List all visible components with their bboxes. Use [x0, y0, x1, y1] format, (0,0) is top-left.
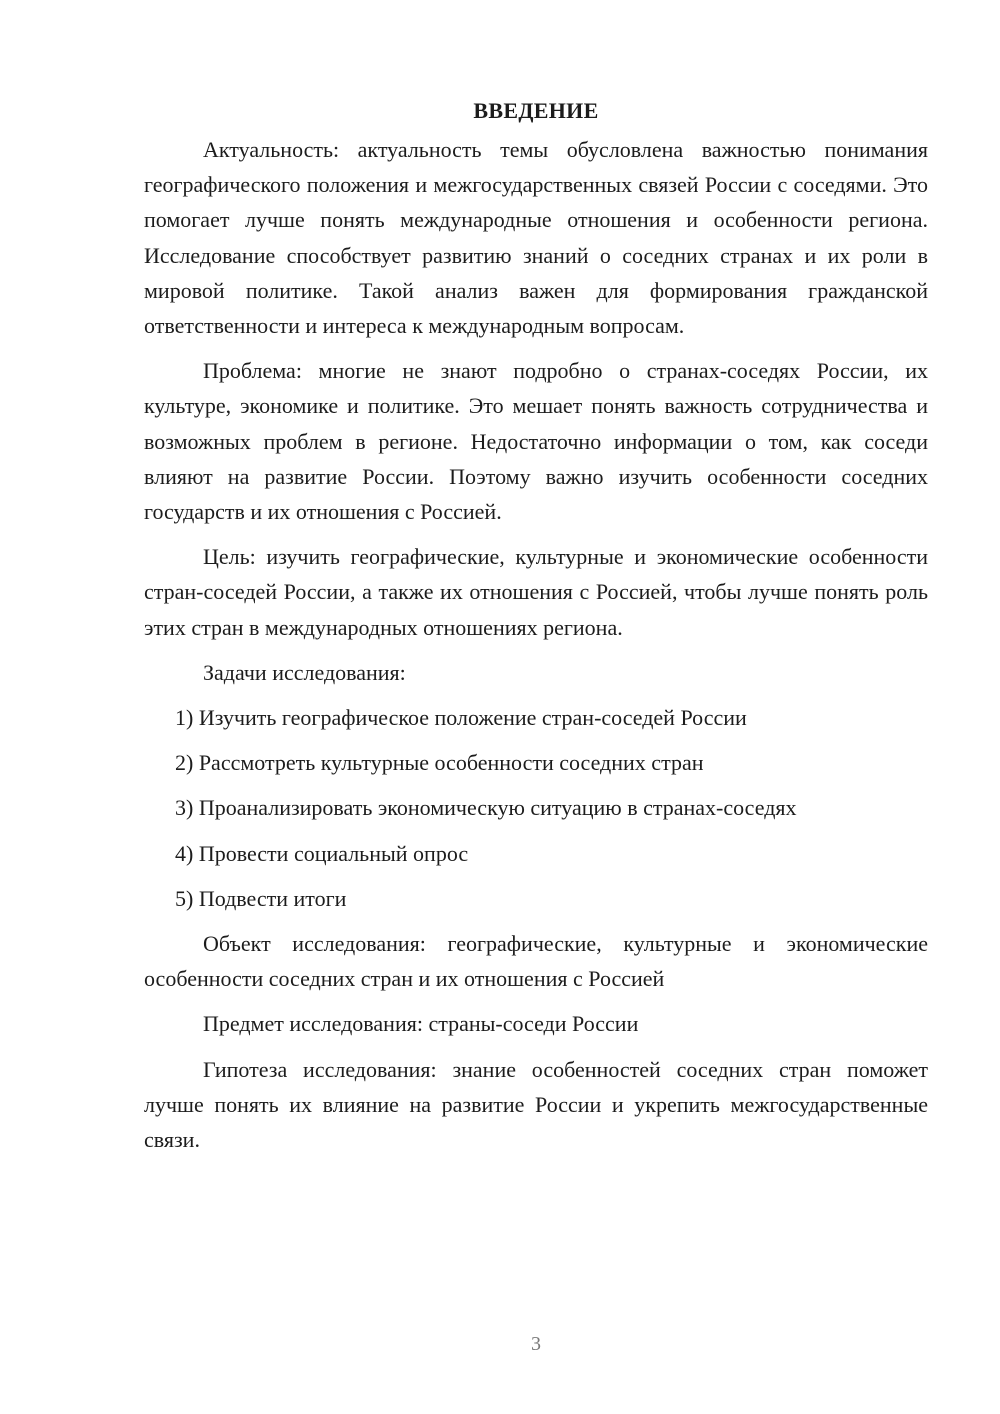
- page-number: 3: [531, 1333, 541, 1355]
- list-item: 1) Изучить географическое положение стран-соседей России: [175, 705, 747, 731]
- tasks-list: [144, 700, 928, 916]
- page-title: ВВЕДЕНИЕ: [473, 98, 599, 123]
- list-item: 5) Подвести итоги: [175, 885, 347, 911]
- list-item: 2) Рассмотреть культурные особенности соседних стран: [175, 750, 704, 776]
- goal-paragraph: Цель: изучить географические, культурные и экономические особенности стран-соседей России, а также их отношения с Россией, чтобы лучше понять роль этих стран в международных отношениях региона.: [144, 544, 928, 640]
- document-page: [144, 90, 928, 1167]
- list-item: 3) Проанализировать экономическую ситуацию в странах-соседях: [175, 795, 797, 821]
- object-paragraph: Объект исследования: географические, культурные и экономические особенности соседних стран и их отношения с Россией: [144, 931, 928, 992]
- tasks-heading: Задачи исследования:: [203, 659, 406, 685]
- problem-paragraph: Проблема: многие не знают подробно о странах-соседях России, их культуре, экономике и политике. Это мешает понять важность сотрудничества и возможных проблем в регионе. Недостаточно информации о том, как соседи влияют на развитие России. Поэтому важно изучить особенности соседних государств и их отношения с Россией.: [144, 358, 928, 525]
- subject-paragraph: Предмет исследования: страны-соседи России: [203, 1011, 639, 1037]
- hypothesis-paragraph: Гипотеза исследования: знание особенностей соседних стран поможет лучше понять их влияние на развитие России и укрепить межгосударственные связи.: [144, 1056, 928, 1153]
- relevance-paragraph: Актуальность: актуальность темы обусловлена важностью понимания географического положения и межгосударственных связей России с соседями. Это помогает лучше понять международные отношения и особенности региона. Исследование способствует развитию знаний о соседних странах и их роли в мировой политике. Такой анализ важен для формирования гражданской ответственности и интереса к международным вопросам.: [144, 137, 928, 339]
- list-item: 4) Провести социальный опрос: [175, 840, 469, 866]
